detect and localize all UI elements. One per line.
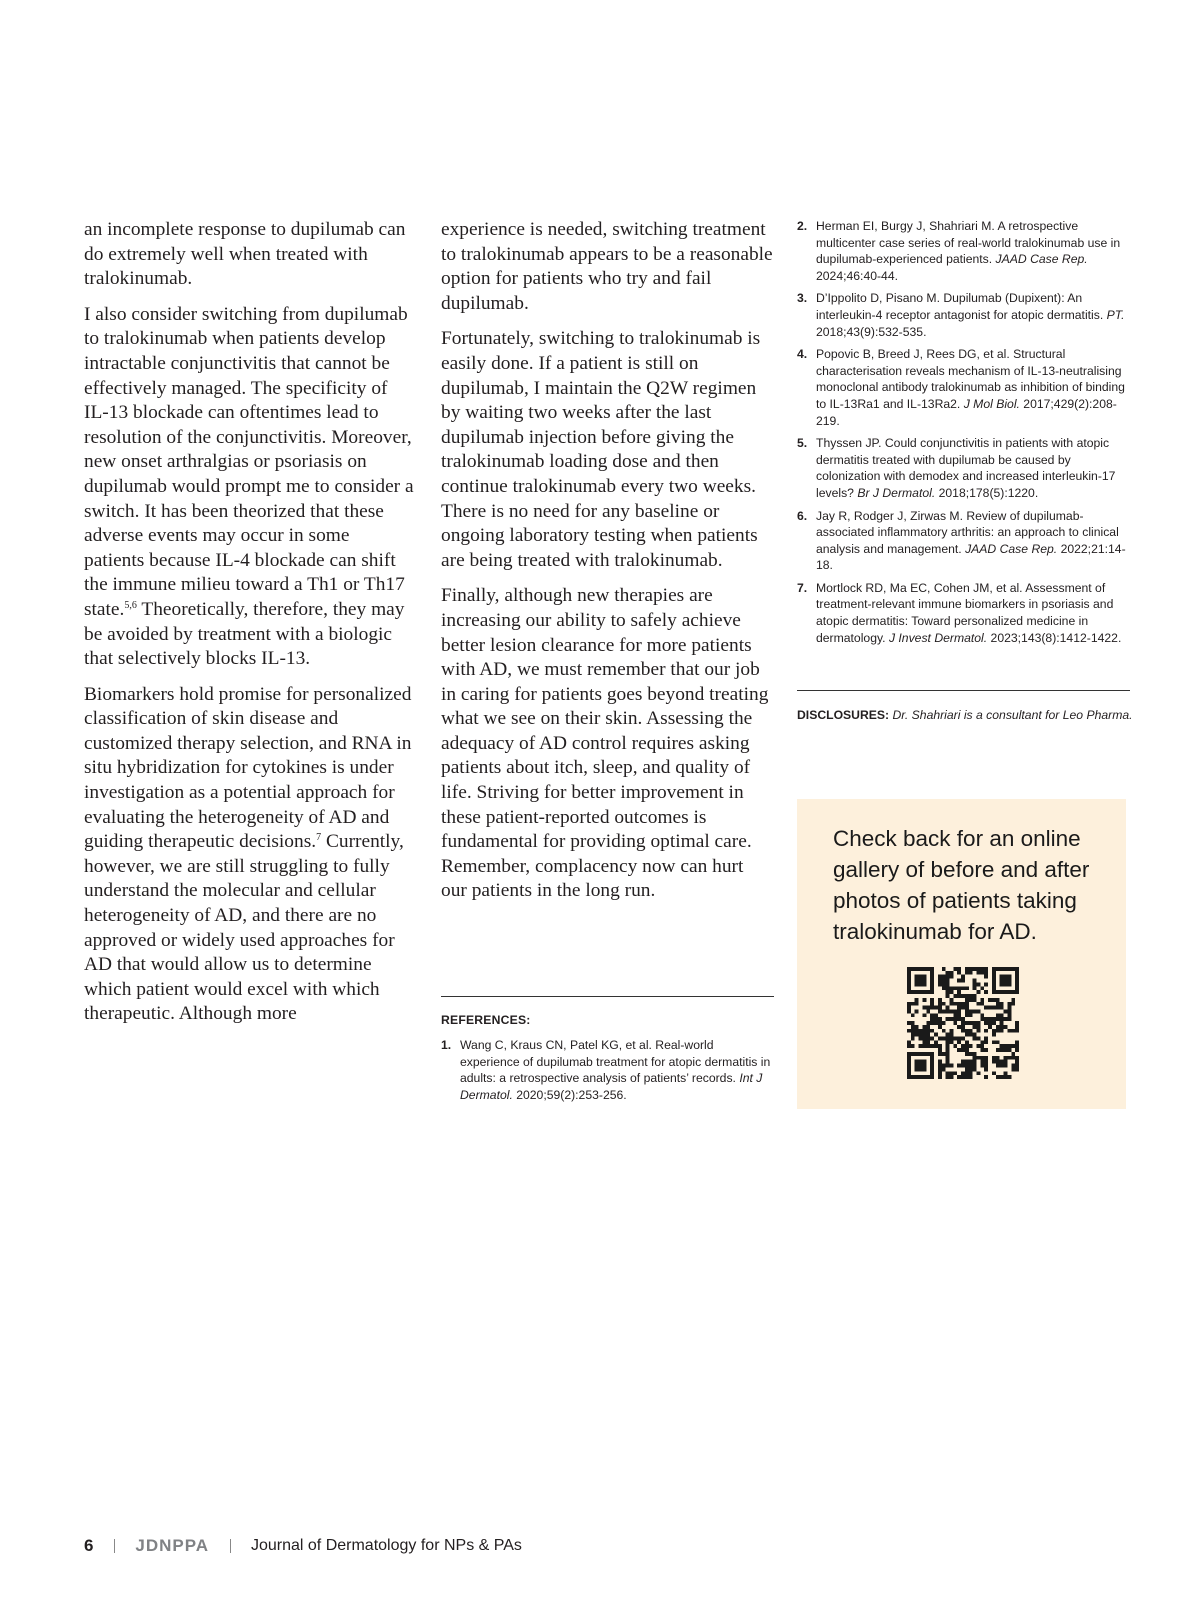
references-heading: REFERENCES:	[441, 1013, 531, 1027]
disclosures-divider	[797, 690, 1130, 691]
footer-divider	[230, 1539, 231, 1553]
body-paragraph: I also consider switching from dupilumab to tralokinumab when patients develop intractable conjunctivitis that cannot be effectively managed. The specificity of IL-13 blockade can oftentimes lead to resolution of the conjunctivitis. Moreover, new onset arthralgias or psoriasis on dupilumab would prompt me to consider a switch. It has been theorized that these adverse events may occur in some patients because IL-4 blockade can shift the immune milieu toward a Th1 or Th17 state.$^{5,6}$ Theoretically, therefore, they may be avoided by treatment with a biologic that selectively blocks IL-13.	[84, 303, 414, 670]
reference-item: 1. Wang C, Kraus CN, Patel KG, et al. Real-world experience of dupilumab treatment for atopic dermatitis in adults: a retrospective analysis of patients’ records. Int J Dermatol. 2020;59(2):253-256.	[441, 1038, 771, 1102]
citation-superscript: 7	[316, 832, 322, 844]
journal-abbreviation: JDNPPA	[135, 1536, 210, 1555]
callout-text: Check back for an online gallery of before and after photos of patients taking tralokinumab for AD.	[833, 826, 1090, 944]
references-divider	[441, 996, 774, 997]
reference-item: 4. Popovic B, Breed J, Rees DG, et al. Structural characterisation reveals mechanism of IL-13-neutralising monoclonal antibody tralokinumab as inhibition of binding to IL-13Ra1 and IL-13Ra2. J Mol Biol. 2017;429(2):208-219.	[797, 347, 1125, 428]
body-paragraph: Finally, although new therapies are increasing our ability to safely achieve better lesion clearance for more patients with AD, we must remember that our job in caring for patients goes beyond treating what we see on their skin. Assessing the adequacy of AD control requires asking patients about itch, sleep, and quality of life. Striving for better improvement in these patient-reported outcomes is fundamental for providing optimal care. Remember, complacency now can hurt our patients in the long run.	[441, 585, 769, 902]
reference-list	[441, 1037, 774, 1109]
page-number: 6	[84, 1536, 94, 1555]
footer-divider	[114, 1539, 115, 1553]
reference-list-continued	[797, 218, 1130, 652]
reference-item: 5. Thyssen JP. Could conjunctivitis in patients with atopic dermatitis treated with dupilumab be caused by colonization with demodex and increased interleukin-17 levels? Br J Dermatol. 2018;178(5):1220.	[797, 436, 1116, 500]
article-column-2	[441, 218, 773, 915]
body-paragraph: Fortunately, switching to tralokinumab is easily done. If a patient is still on dupilumab, I maintain the Q2W regimen by waiting two weeks after the last dupilumab injection before giving the tralokinumab loading dose and then continue tralokinumab every two weeks. There is no need for any baseline or ongoing laboratory testing when patients are being treated with tralokinumab.	[441, 328, 761, 571]
disclosures	[797, 707, 1137, 723]
citation-superscript: 5,6	[124, 599, 137, 611]
reference-item: 7. Mortlock RD, Ma EC, Cohen JM, et al. Assessment of treatment-relevant immune biomarkers in psoriasis and atopic dermatitis: Toward personalized medicine in dermatology. J Invest Dermatol. 2023;143(8):1412-1422.	[797, 580, 1122, 645]
page-footer	[84, 1536, 522, 1556]
body-paragraph: an incomplete response to dupilumab can do extremely well when treated with tralokinumab.	[84, 219, 406, 290]
body-paragraph: experience is needed, switching treatment to tralokinumab appears to be a reasonable option for patients who try and fail dupilumab.	[441, 219, 773, 314]
article-column-1	[84, 218, 414, 1038]
disclosures-label: DISCLOSURES:	[797, 708, 890, 722]
reference-item: 3. D’Ippolito D, Pisano M. Dupilumab (Dupixent): An interleukin-4 receptor antagonist for atopic dermatitis. PT. 2018;43(9):532-535.	[797, 291, 1125, 339]
reference-item: 2. Herman EI, Burgy J, Shahriari M. A retrospective multicenter case series of real-world tralokinumab use in dupilumab-experienced patients. JAAD Case Rep. 2024;46:40-44.	[797, 219, 1121, 283]
disclosures-text: Dr. Shahriari is a consultant for Leo Pharma.	[892, 708, 1133, 722]
online-gallery-callout	[797, 799, 1126, 1109]
qr-code-icon[interactable]	[907, 967, 1019, 1079]
body-paragraph: Biomarkers hold promise for personalized classification of skin disease and customized therapy selection, and RNA in situ hybridization for cytokines is under investigation as a potential approach for evaluating the heterogeneity of AD and guiding therapeutic decisions.$^7$ Currently, however, we are still struggling to fully understand the molecular and cellular heterogeneity of AD, and there are no approved or widely used approaches for AD that would allow us to determine which patient would excel with which therapeutic. Although more	[84, 683, 412, 1025]
reference-item: 6. Jay R, Rodger J, Zirwas M. Review of dupilumab-associated inflammatory arthritis: an approach to clinical analysis and management. JAAD Case Rep. 2022;21:14-18.	[797, 508, 1126, 573]
journal-name: Journal of Dermatology for NPs & PAs	[250, 1537, 522, 1554]
